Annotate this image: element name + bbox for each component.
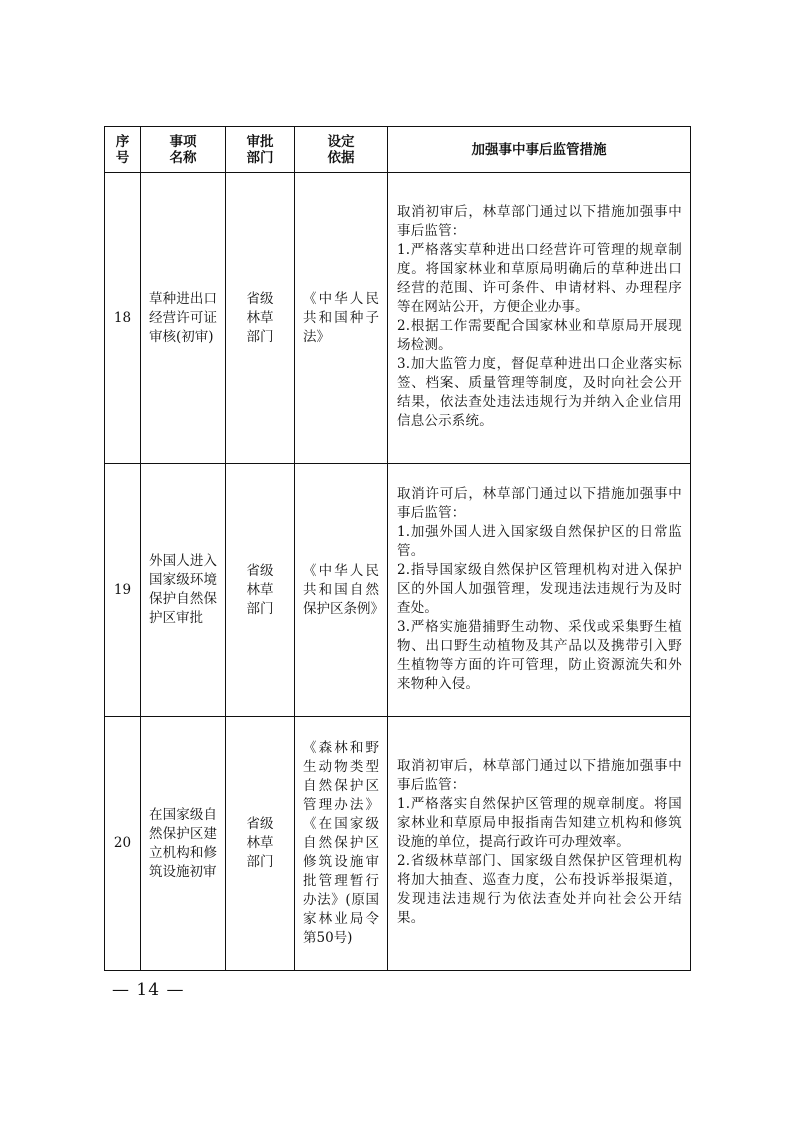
row-seq: 20: [105, 717, 141, 971]
header-row: [105, 127, 691, 173]
row-measures: 取消初审后，林草部门通过以下措施加强事中事后监管： 1.严格落实草种进出口经营许可管理的规章制度。将国家林业和草原局明确后的草种进出口经营的范围、许可条件、申请材料、办理程序等在网站公开，方便企业办事。 2.根据工作需要配合国家林业和草原局开展现场检测。 3.加大监管力度，督促草种进出口企业落实标签、档案、质量管理等制度，及时向社会公开结果，依法查处违法违规行为并纳入企业信用信息公示系统。: [388, 173, 691, 464]
header-seq: 序 号: [105, 127, 141, 173]
row-measures: 取消许可后，林草部门通过以下措施加强事中事后监管： 1.加强外国人进入国家级自然保护区的日常监管。 2.指导国家级自然保护区管理机构对进入保护区的外国人加强管理，发现违法违规行为及时查处。 3.严格实施猎捕野生动物、采伐或采集野生植物、出口野生动植物及其产品以及携带引入野生植物等方面的许可管理，防止资源流失和外来物种入侵。: [388, 464, 691, 717]
table-row: [105, 464, 691, 717]
table-row: [105, 717, 691, 971]
row-seq: 18: [105, 173, 141, 464]
header-name: 事项 名称: [141, 127, 226, 173]
row-approval-dept: 省级 林草 部门: [226, 717, 295, 971]
row-approval-dept: 省级 林草 部门: [226, 173, 295, 464]
row-legal-basis: 《中华人民共和国种子法》: [295, 173, 388, 464]
row-item-name: 在国家级自然保护区建立机构和修筑设施初审: [141, 717, 226, 971]
row-legal-basis: 《中华人民共和国自然保护区条例》: [295, 464, 388, 717]
page-number: — 14 —: [112, 980, 185, 1000]
header-measures: 加强事中事后监管措施: [388, 127, 691, 173]
header-dept: 审批 部门: [226, 127, 295, 173]
regulatory-measures-table: [104, 126, 691, 971]
row-legal-basis: 《森林和野生动物类型自然保护区管理办法》《在国家级自然保护区修筑设施审批管理暂行办法》(原国家林业局令第50号): [295, 717, 388, 971]
table-header: [105, 127, 691, 173]
header-basis: 设定 依据: [295, 127, 388, 173]
row-seq: 19: [105, 464, 141, 717]
row-item-name: 草种进出口经营许可证审核(初审): [141, 173, 226, 464]
row-measures: 取消初审后，林草部门通过以下措施加强事中事后监管： 1.严格落实自然保护区管理的规章制度。将国家林业和草原局申报指南告知建立机构和修筑设施的单位，提高行政许可办理效率。 2.省级林草部门、国家级自然保护区管理机构将加大抽查、巡查力度，公布投诉举报渠道，发现违法违规行为依法查处并向社会公开结果。: [388, 717, 691, 971]
row-approval-dept: 省级 林草 部门: [226, 464, 295, 717]
row-item-name: 外国人进入国家级环境保护自然保护区审批: [141, 464, 226, 717]
table-row: [105, 173, 691, 464]
